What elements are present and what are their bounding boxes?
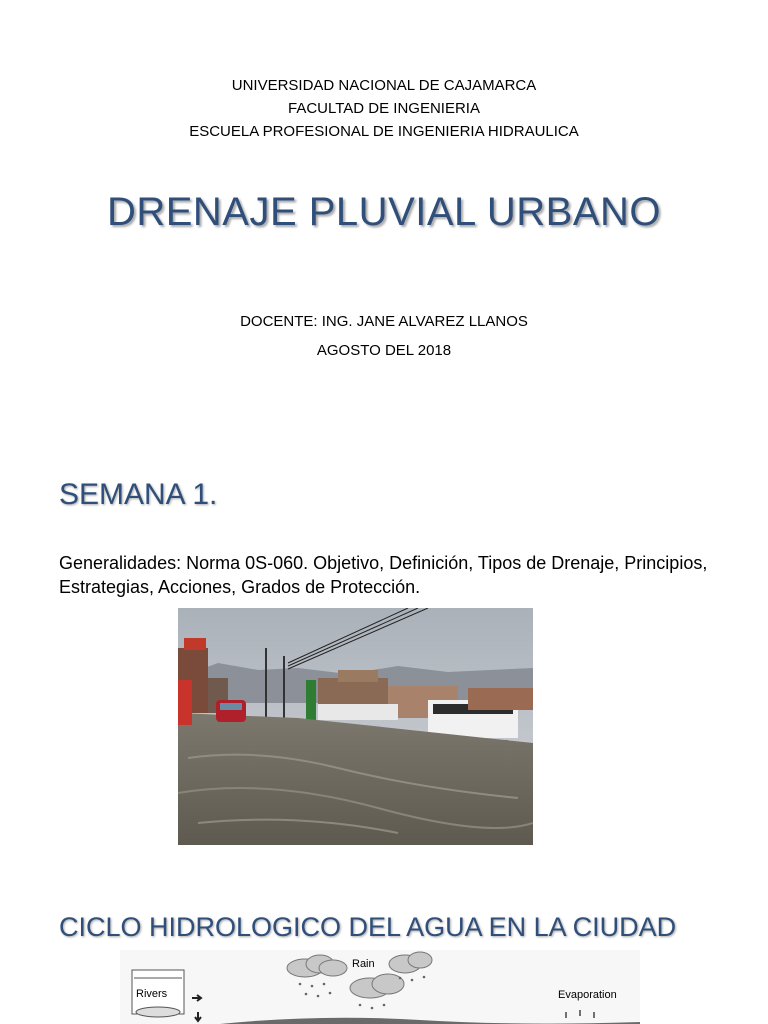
header-university: UNIVERSIDAD NACIONAL DE CAJAMARCA [231, 77, 537, 94]
cycle-heading: CICLO HIDROLOGICO DEL AGUA EN LA CIUDAD [59, 912, 677, 942]
week-heading: SEMANA 1. [59, 478, 218, 511]
date-line: AGOSTO DEL 2018 [316, 342, 452, 359]
rain-label: Rain [352, 958, 375, 970]
rivers-label: Rivers [136, 988, 168, 1000]
document-title: DRENAJE PLUVIAL URBANO [106, 190, 662, 234]
flooded-street-photo [178, 608, 533, 845]
docente-line: DOCENTE: ING. JANE ALVAREZ LLANOS [240, 313, 528, 330]
evaporation-label: Evaporation [558, 989, 617, 1001]
header-school: ESCUELA PROFESIONAL DE INGENIERIA HIDRAULICA [189, 123, 579, 140]
hydrologic-cycle-diagram [120, 950, 640, 1024]
header-faculty: FACULTAD DE INGENIERIA [288, 100, 480, 117]
week-description: Generalidades: Norma 0S-060. Objetivo, Definición, Tipos de Drenaje, Principios, Estrategias, Acciones, Grados de Protección. [59, 553, 708, 597]
